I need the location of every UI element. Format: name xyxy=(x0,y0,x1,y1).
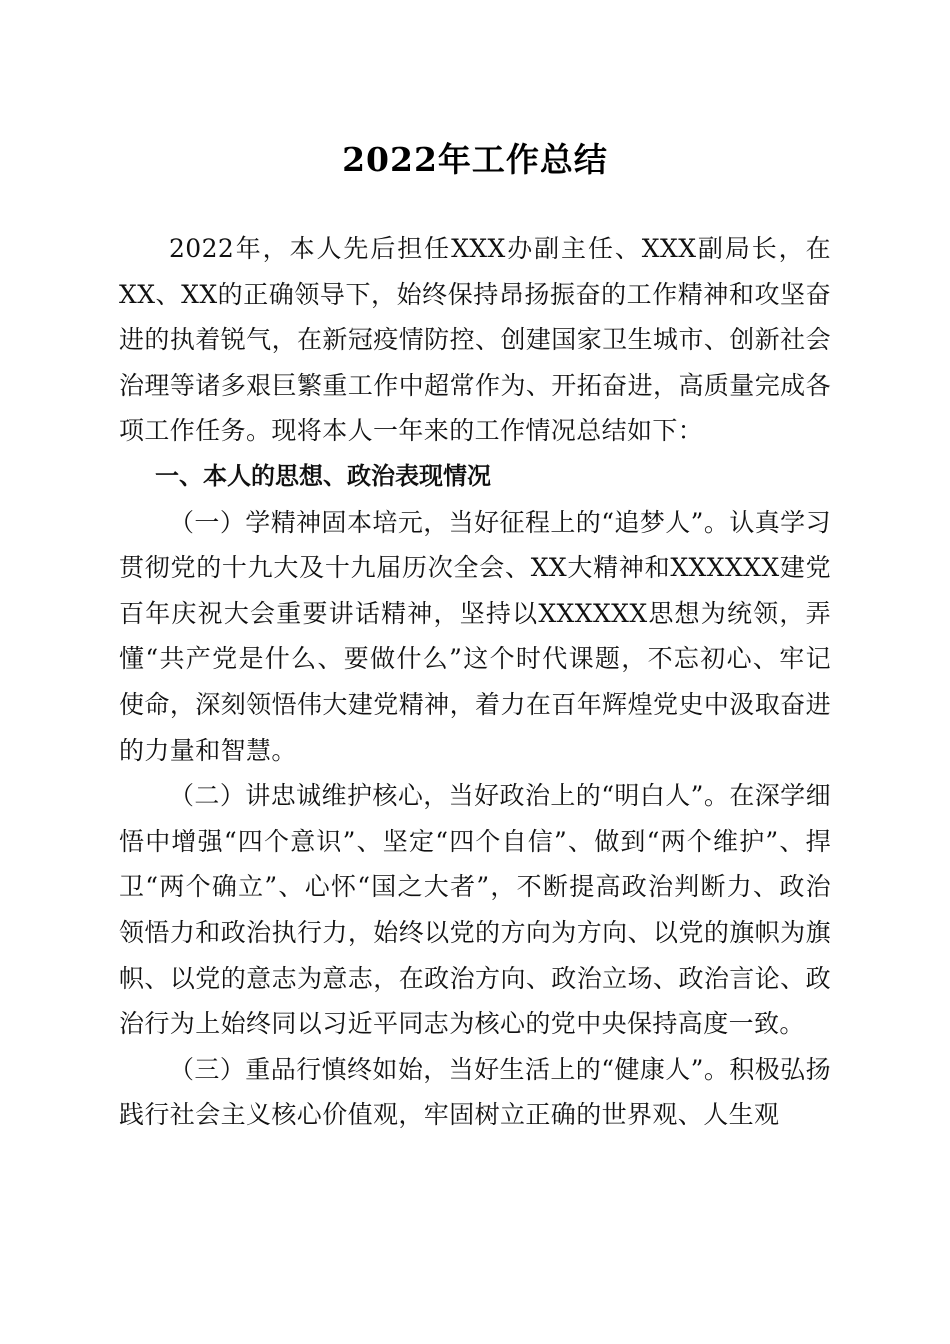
document-body xyxy=(119,226,831,1138)
paragraph-2: （二）讲忠诚维护核心，当好政治上的“明白人”。在深学细悟中增强“四个意识”、坚定“四个自信”、做到“两个维护”、捍卫“两个确立”、心怀“国之大者”，不断提高政治判断力、政治领悟力和政治执行力，始终以党的方向为方向、以党的旗帜为旗帜、以党的意志为意志，在政治方向、政治立场、政治言论、政治行为上始终同以习近平同志为核心的党中央保持高度一致。 xyxy=(119,781,831,1039)
paragraph-1: （一）学精神固本培元，当好征程上的“追梦人”。认真学习贯彻党的十九大及十九届历次全会、XX大精神和XXXXXX建党百年庆祝大会重要讲话精神，坚持以XXXXXX思想为统领，弄懂“共产党是什么、要做什么”这个时代课题，不忘初心、牢记使命，深刻领悟伟大建党精神，着力在百年辉煌党史中汲取奋进的力量和智慧。 xyxy=(119,507,831,765)
intro-paragraph: 2022年，本人先后担任XXX办副主任、XXX副局长，在XX、XX的正确领导下，始终保持昂扬振奋的工作精神和攻坚奋进的执着锐气，在新冠疫情防控、创建国家卫生城市、创新社会治理等诸多艰巨繁重工作中超常作为、开拓奋进，高质量完成各项工作任务。现将本人一年来的工作情况总结如下： xyxy=(119,234,831,446)
paragraph-3: （三）重品行慎终如始，当好生活上的“健康人”。积极弘扬践行社会主义核心价值观，牢固树立正确的世界观、人生观 xyxy=(119,1054,831,1130)
document-title: 2022年工作总结 xyxy=(342,140,608,179)
section-heading: 一、本人的思想、政治表现情况 xyxy=(155,461,491,490)
